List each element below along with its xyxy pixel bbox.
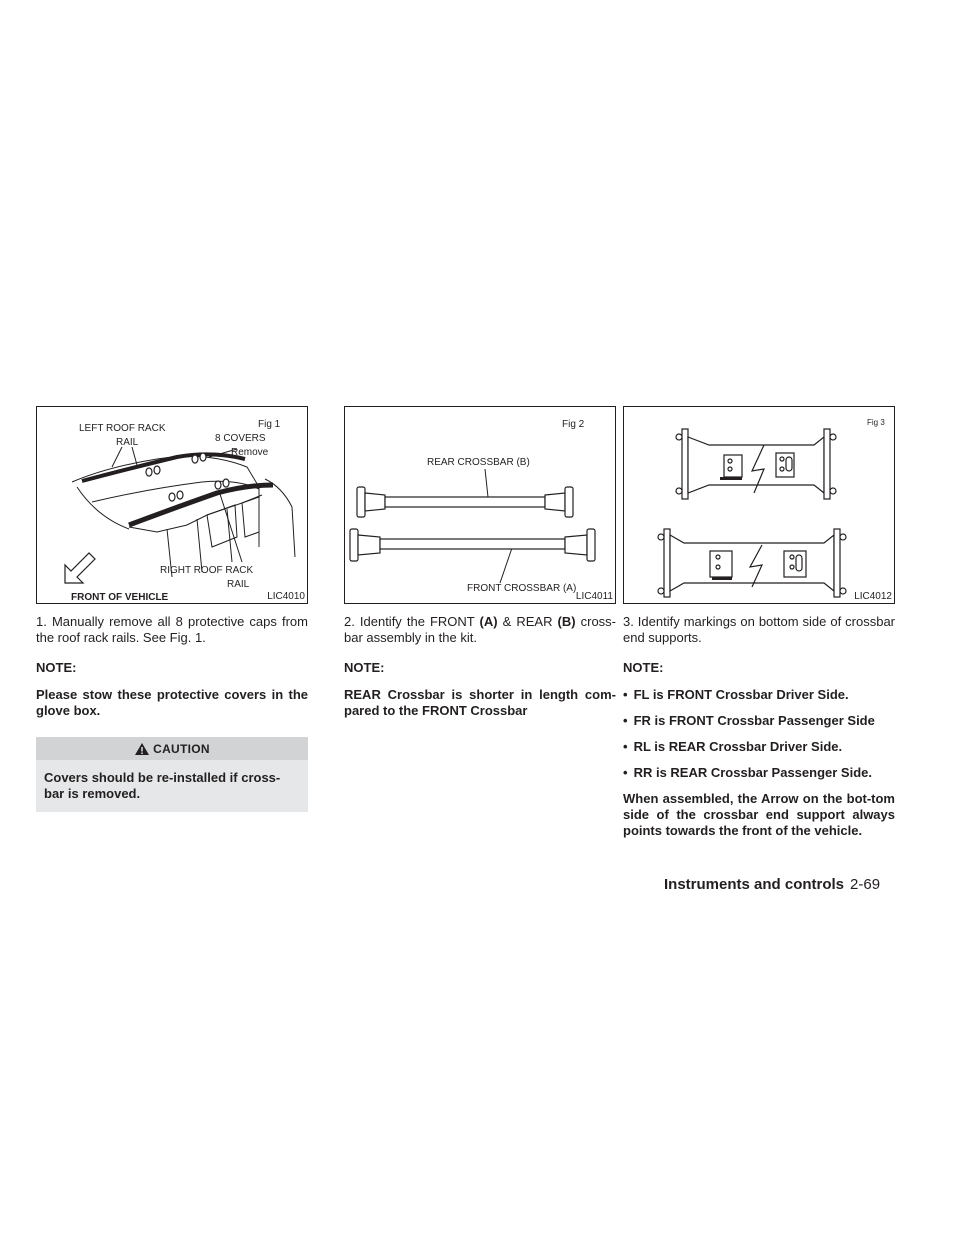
caution-text: Covers should be re-installed if cross-bar is removed.: [44, 770, 281, 801]
label-right-rail-2: RAIL: [227, 579, 250, 590]
column-1: [36, 406, 308, 812]
step-2-b: (B): [557, 614, 576, 629]
step-2-text: [344, 614, 616, 646]
step-3-text: 3. Identify markings on bottom side of crossbar end supports.: [623, 614, 895, 645]
roof-rail-illustration: [37, 407, 307, 603]
figure-2: [344, 406, 616, 604]
label-covers-1: 8 COVERS: [215, 433, 266, 444]
label-left-rail-2: RAIL: [116, 437, 139, 448]
note-text: REAR Crossbar is shorter in length com-pared to the FRONT Crossbar: [344, 687, 616, 718]
list-item: • RL is REAR Crossbar Driver Side.: [623, 739, 895, 755]
step-2-prefix: 2. Identify the FRONT: [344, 614, 480, 629]
note-title: NOTE:: [36, 660, 77, 675]
step-1-text: 1. Manually remove all 8 protective caps from the roof rack rails. See Fig. 1.: [36, 614, 308, 645]
crossbar-illustration: [345, 407, 615, 603]
warning-triangle-icon: [134, 742, 150, 756]
fig1-label: Fig 1: [258, 419, 281, 430]
figure-3: [623, 406, 895, 604]
fig2-label: Fig 2: [562, 419, 585, 430]
figure-1: [36, 406, 308, 604]
note-text: Please stow these protective covers in the glove box.: [36, 687, 308, 718]
marking-list: [623, 687, 895, 781]
step-2-suffix: cross-bar assembly in the kit.: [344, 614, 617, 645]
list-item: • FL is FRONT Crossbar Driver Side.: [623, 687, 895, 703]
label-front-of-vehicle: FRONT OF VEHICLE: [71, 592, 169, 603]
column-2: [344, 406, 616, 719]
end-support-illustration: [624, 407, 894, 603]
label-left-rail-1: LEFT ROOF RACK: [79, 423, 166, 434]
step-2-a: (A): [479, 614, 498, 629]
section-title: Instruments and controls: [664, 876, 845, 893]
figure-code: LIC4010: [267, 591, 305, 602]
closing-text: When assembled, the Arrow on the bot-tom side of the crossbar end support always points towards the front of the vehicle.: [623, 791, 895, 838]
list-item: • RR is REAR Crossbar Passenger Side.: [623, 765, 895, 781]
caution-header: [36, 737, 308, 760]
caution-box: [36, 737, 308, 812]
caution-title: CAUTION: [153, 741, 210, 756]
page-footer: [664, 876, 880, 893]
column-3: [623, 406, 895, 839]
note-title: NOTE:: [623, 660, 664, 675]
label-covers-2: Remove: [231, 447, 269, 458]
page-number: 2-69: [850, 876, 881, 893]
figure-code: LIC4011: [575, 591, 613, 602]
figure-code: LIC4012: [854, 591, 892, 602]
list-item: • FR is FRONT Crossbar Passenger Side: [623, 713, 895, 729]
label-front-crossbar: FRONT CROSSBAR (A): [467, 583, 577, 594]
label-rear-crossbar: REAR CROSSBAR (B): [427, 457, 530, 468]
step-2-mid: & REAR: [497, 614, 558, 629]
label-right-rail-1: RIGHT ROOF RACK: [160, 565, 254, 576]
fig3-label: Fig 3: [867, 418, 885, 427]
note-title: NOTE:: [344, 660, 385, 675]
